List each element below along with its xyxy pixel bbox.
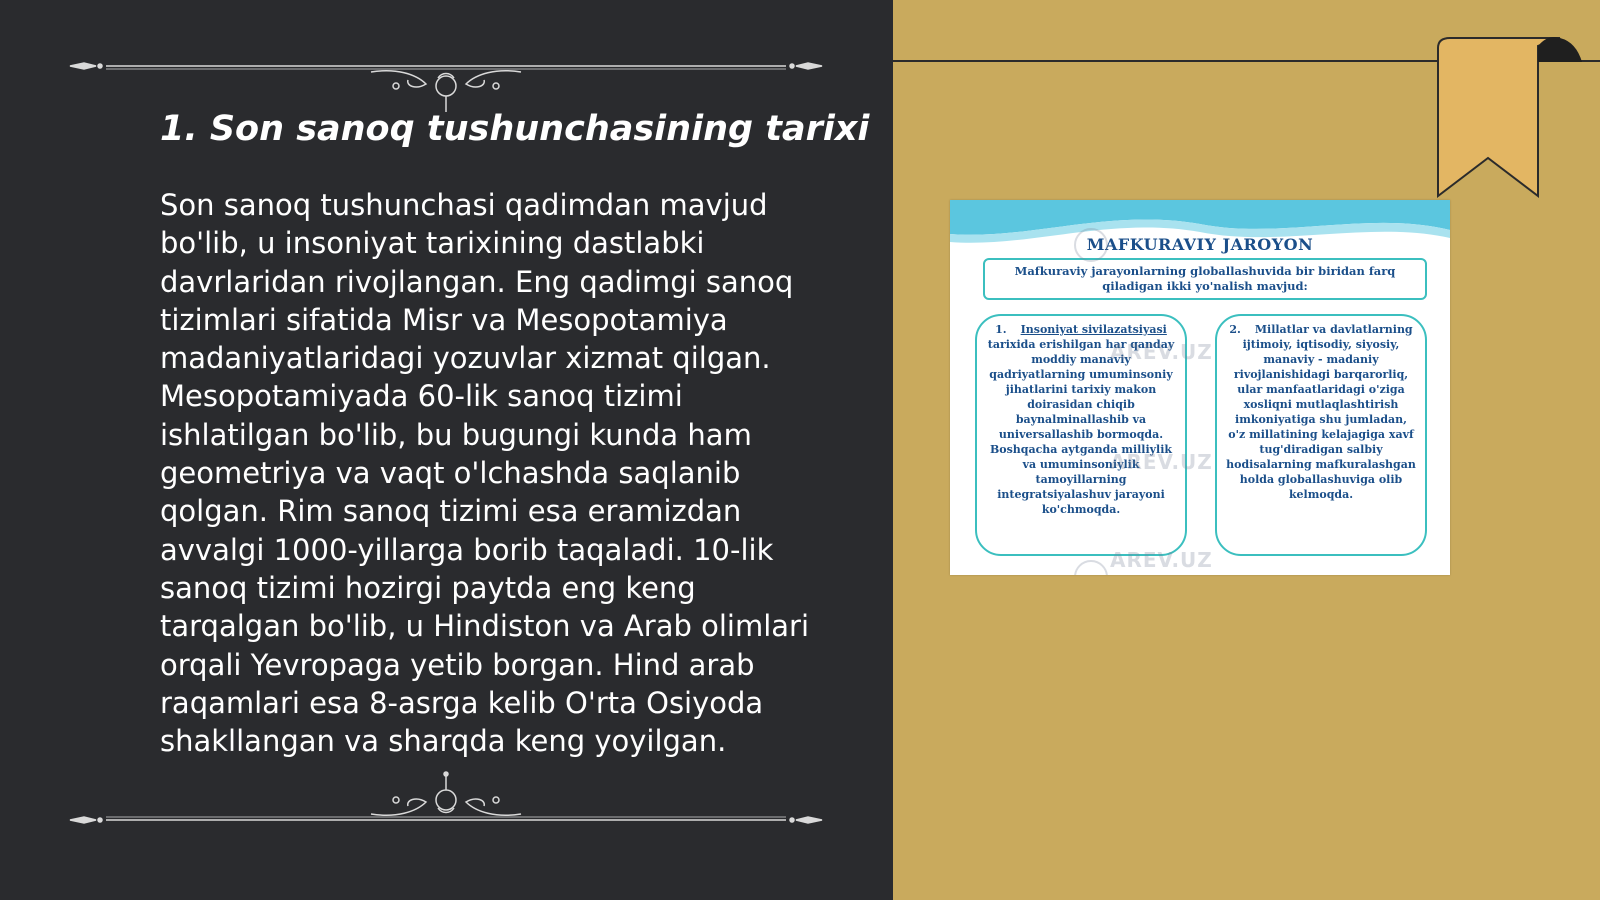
watermark-logo-icon <box>1074 560 1108 575</box>
right-box-text: davlatlarning ijtimoiy, iqtisodiy, siyosiy, manaviy - madaniy rivojlanishidagi barqarorliq, ular manfaatlaridagi o'ziga xosliqni mutlaqlashtirish imkoniyatiga shu jumladan, o'z millatining kelajagiga xavf tug'diradigan salbiy hodisalarning mafkuralashgan holda globallashuviga olib kelmoqda. <box>1226 323 1416 501</box>
left-box-heading: Insoniyat sivilazatsiyasi <box>1020 323 1167 336</box>
slide-title: 1. Son sanoq tushunchasining tarixi <box>160 109 870 149</box>
bottom-ornament-divider <box>66 770 826 830</box>
infographic-right-box <box>1215 314 1427 556</box>
left-box-text: tarixida erishilgan har qanday moddiy manaviy qadriyatlarning umuminsoniy jihatlarini tarixiy makon doirasidan chiqib baynalminallashib va universallashib bormoqda. Boshqacha aytganda milliylik va umuminsoniylik tamoyillarning integratsiyalashuv jarayoni ko'chmoqda. <box>987 338 1175 516</box>
watermark-text: AREV.UZ <box>1110 340 1213 364</box>
watermark-text: AREV.UZ <box>1110 548 1213 572</box>
infographic-title: MAFKURAVIY JAROYON <box>1086 235 1314 254</box>
watermark-logo-icon <box>1074 228 1108 262</box>
left-box-number: 1. <box>995 323 1007 336</box>
right-box-number: 2. <box>1229 323 1241 336</box>
infographic-subtitle: Mafkuraviy jarayonlarning globallashuvida bir biridan farq qiladigan ikki yo'nalish mavjud: <box>983 258 1427 300</box>
right-box-heading: Millatlar va <box>1254 323 1327 336</box>
slide-body-text: Son sanoq tushunchasi qadimdan mavjud bo'lib, u insoniyat tarixining dastlabki davrlaridan rivojlangan. Eng qadimgi sanoq tizimlari sifatida Misr va Mesopotamiya madaniyatlaridagi yozuvlar xizmat qilgan. Mesopotamiyada 60-lik sanoq tizimi ishlatilgan bo'lib, bu bugungi kunda ham geometriya va vaqt o'lchashda saqlanib qolgan. Rim sanoq tizimi esa eramizdan avvalgi 1000-yillarga borib taqaladi. 10-lik sanoq tizimi hozirgi paytda eng keng tarqalgan bo'lib, u Hindiston va Arab olimlari orqali Yevropaga yetib borgan. Hind arab raqamlari esa 8-asrga kelib O'rta Osiyoda shakllangan va sharqda keng yoyilgan. <box>160 188 810 759</box>
infographic-image <box>950 200 1450 575</box>
watermark-text: AREV.UZ <box>1110 450 1213 474</box>
bookmark-ribbon-icon <box>1436 36 1584 198</box>
